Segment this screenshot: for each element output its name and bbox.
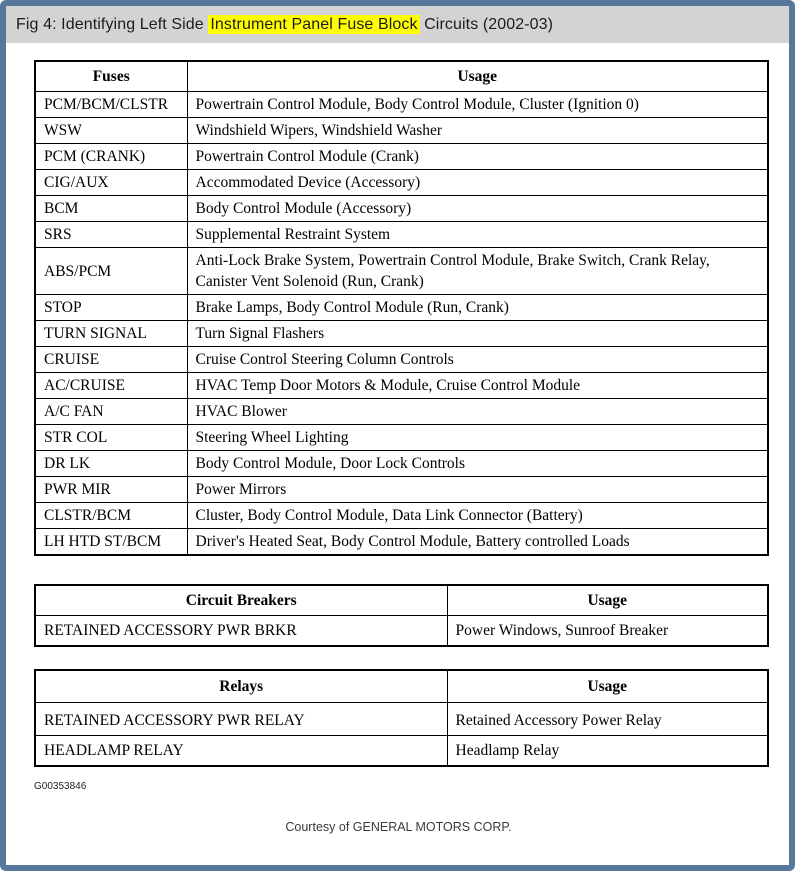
table-cell: Supplemental Restraint System: [187, 222, 768, 248]
fuses-table: [34, 60, 769, 556]
figure-title-prefix: Fig 4: Identifying Left Side: [16, 16, 209, 33]
table-row: [35, 399, 768, 425]
table-cell: HEADLAMP RELAY: [35, 736, 447, 767]
figure-title-highlight: Instrument Panel Fuse Block: [210, 16, 418, 33]
table-cell: Power Windows, Sunroof Breaker: [447, 616, 768, 647]
table-row: [35, 170, 768, 196]
column-header-usage: Usage: [447, 585, 768, 616]
table-cell: Cluster, Body Control Module, Data Link Connector (Battery): [187, 503, 768, 529]
table-cell: WSW: [35, 118, 187, 144]
table-cell: PCM (CRANK): [35, 144, 187, 170]
circuit-breakers-table: [34, 584, 769, 647]
table-cell: Windshield Wipers, Windshield Washer: [187, 118, 768, 144]
table-cell: HVAC Temp Door Motors & Module, Cruise Control Module: [187, 373, 768, 399]
table-cell: A/C FAN: [35, 399, 187, 425]
table-cell: Body Control Module (Accessory): [187, 196, 768, 222]
table-cell: LH HTD ST/BCM: [35, 529, 187, 556]
figure-content: [6, 43, 789, 834]
table-row: [35, 248, 768, 295]
courtesy-note: Courtesy of GENERAL MOTORS CORP.: [285, 820, 512, 834]
table-cell: Turn Signal Flashers: [187, 321, 768, 347]
table-row: [35, 451, 768, 477]
table-row: [35, 616, 768, 647]
table-row: [35, 295, 768, 321]
relays-header-row: [35, 670, 768, 703]
column-header-usage: Usage: [447, 670, 768, 703]
column-header-relays: Relays: [35, 670, 447, 703]
table-row: [35, 503, 768, 529]
table-cell: Body Control Module, Door Lock Controls: [187, 451, 768, 477]
table-row: [35, 529, 768, 556]
table-cell: STR COL: [35, 425, 187, 451]
table-cell: PWR MIR: [35, 477, 187, 503]
table-row: [35, 92, 768, 118]
table-cell: Headlamp Relay: [447, 736, 768, 767]
table-row: [35, 736, 768, 767]
table-cell: CLSTR/BCM: [35, 503, 187, 529]
table-cell: RETAINED ACCESSORY PWR RELAY: [35, 703, 447, 736]
table-cell: Cruise Control Steering Column Controls: [187, 347, 768, 373]
table-cell: Powertrain Control Module, Body Control Module, Cluster (Ignition 0): [187, 92, 768, 118]
relays-table: [34, 669, 769, 767]
table-row: [35, 347, 768, 373]
table-row: [35, 118, 768, 144]
figure-title-suffix: Circuits (2002-03): [419, 16, 554, 33]
breakers-header-row: [35, 585, 768, 616]
table-cell: Power Mirrors: [187, 477, 768, 503]
column-header-circuit-breakers: Circuit Breakers: [35, 585, 447, 616]
table-row: [35, 425, 768, 451]
table-row: [35, 703, 768, 736]
figure-page: [6, 6, 789, 865]
table-cell: RETAINED ACCESSORY PWR BRKR: [35, 616, 447, 647]
table-cell: CRUISE: [35, 347, 187, 373]
column-header-usage: Usage: [187, 61, 768, 92]
table-cell: Accommodated Device (Accessory): [187, 170, 768, 196]
table-cell: PCM/BCM/CLSTR: [35, 92, 187, 118]
fuses-header-row: [35, 61, 768, 92]
table-cell: Anti-Lock Brake System, Powertrain Control Module, Brake Switch, Crank Relay, Canister Vent Solenoid (Run, Crank): [187, 248, 768, 295]
table-cell: STOP: [35, 295, 187, 321]
figure-title: [6, 6, 789, 43]
table-cell: BCM: [35, 196, 187, 222]
table-cell: AC/CRUISE: [35, 373, 187, 399]
figure-id: G00353846: [34, 781, 87, 792]
table-cell: HVAC Blower: [187, 399, 768, 425]
table-row: [35, 373, 768, 399]
table-row: [35, 222, 768, 248]
table-cell: Powertrain Control Module (Crank): [187, 144, 768, 170]
table-cell: Brake Lamps, Body Control Module (Run, Crank): [187, 295, 768, 321]
table-cell: CIG/AUX: [35, 170, 187, 196]
table-row: [35, 477, 768, 503]
table-cell: Driver's Heated Seat, Body Control Module, Battery controlled Loads: [187, 529, 768, 556]
column-header-fuses: Fuses: [35, 61, 187, 92]
table-cell: SRS: [35, 222, 187, 248]
table-row: [35, 321, 768, 347]
table-cell: DR LK: [35, 451, 187, 477]
table-cell: ABS/PCM: [35, 248, 187, 295]
table-row: [35, 196, 768, 222]
table-cell: TURN SIGNAL: [35, 321, 187, 347]
table-cell: Retained Accessory Power Relay: [447, 703, 768, 736]
table-cell: Steering Wheel Lighting: [187, 425, 768, 451]
table-row: [35, 144, 768, 170]
